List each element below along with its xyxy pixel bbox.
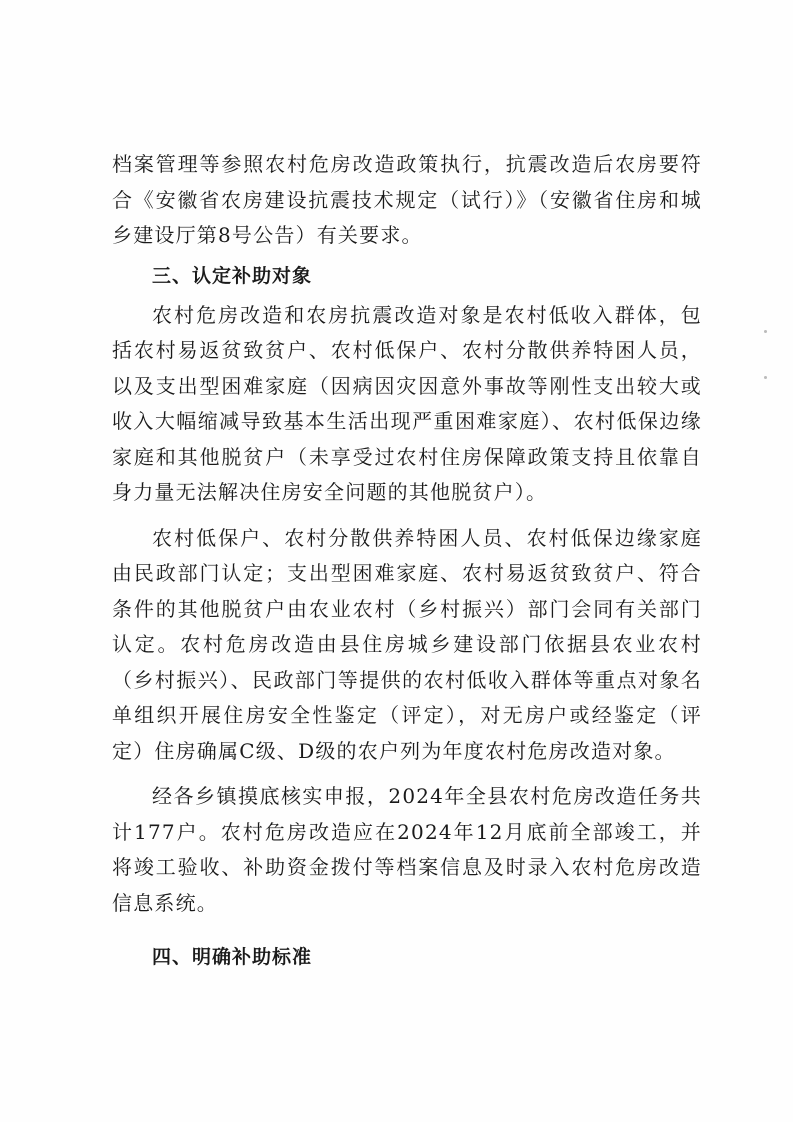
scan-speck (764, 330, 767, 333)
document-body (112, 147, 702, 975)
section-heading-3: 三、认定补助对象 (152, 264, 313, 287)
scan-speck (764, 376, 767, 379)
paragraph-subsidy-targets: 农村危房改造和农房抗震改造对象是农村低收入群体，包括农村易返贫致贫户、农村低保户、农村分散供养特困人员，以及支出型困难家庭（因病因灾因意外事故等刚性支出较大或收入大幅缩减导致基本生活出现严重困难家庭）、农村低保边缘家庭和其他脱贫户（未享受过农村住房保障政策支持且依靠自身力量无法解决住房安全问题的其他脱贫户）。 (112, 302, 702, 504)
paragraph-task-count: 经各乡镇摸底核实申报，2024年全县农村危房改造任务共计177户。农村危房改造应在2024年12月底前全部竣工，并将竣工验收、补助资金拨付等档案信息及时录入农村危房改造信息系统。 (112, 784, 702, 915)
paragraph-identification: 农村低保户、农村分散供养特困人员、农村低保边缘家庭由民政部门认定；支出型困难家庭、农村易返贫致贫户、符合条件的其他脱贫户由农业农村（乡村振兴）部门会同有关部门认定。农村危房改造由县住房城乡建设部门依据县农业农村（乡村振兴）、民政部门等提供的农村低收入群体等重点对象名单组织开展住房安全性鉴定（评定），对无房户或经鉴定（评定）住房确属C级、D级的农户列为年度农村危房改造对象。 (112, 525, 702, 763)
section-heading-4: 四、明确补助标准 (152, 946, 313, 968)
paragraph-archive-management: 档案管理等参照农村危房改造政策执行，抗震改造后农房要符合《安徽省农房建设抗震技术规定（试行）》（安徽省住房和城乡建设厅第8号公告）有关要求。 (112, 152, 702, 247)
